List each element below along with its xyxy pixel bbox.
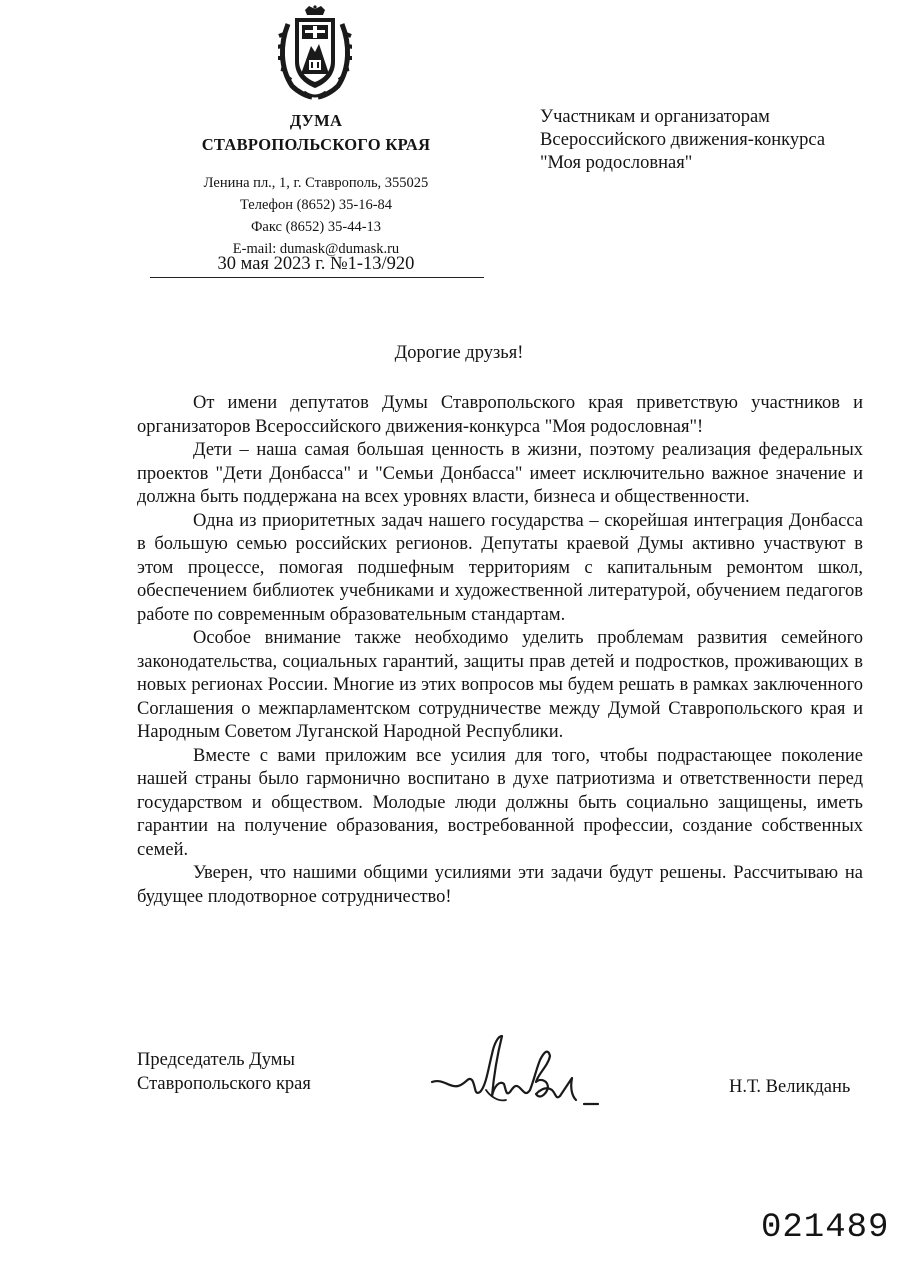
body-paragraph-5: Вместе с вами приложим все усилия для того, чтобы подрастающее поколение нашей страны было гармонично воспитано в духе патриотизма и ответственности перед государством и обществом. Молодые люди должны быть социально защищены, иметь гарантии на получение образования, востребованной профессии, создание собственных семей. — [137, 745, 863, 860]
handwritten-signature — [428, 1030, 608, 1130]
organization-name-line1: ДУМА — [289, 111, 343, 130]
body-paragraph-2: Дети – наша самая большая ценность в жизни, поэтому реализация федеральных проектов "Дети Донбасса" и "Семьи Донбасса" имеет исключительно важное значение и должна быть поддержана на всех уровнях власти, бизнеса и общественности. — [137, 440, 863, 507]
email: E-mail: dumask@dumask.ru — [232, 241, 400, 257]
addressee-line1: Участникам и организаторам — [540, 107, 770, 127]
addressee-line2: Всероссийского движения-конкурса — [540, 130, 826, 150]
organization-name-line2: СТАВРОПОЛЬСКОГО КРАЯ — [201, 135, 431, 154]
signatory-name: Н.Т. Великдань — [729, 1077, 851, 1097]
body-paragraph-3: Одна из приоритетных задач нашего государства – скорейшая интеграция Донбасса в большую семью российских регионов. Депутаты краевой Думы активно участвуют в этом процессе, помогая подшефным территориям с капитальным ремонтом школ, обеспечением библиотек учебниками и художественной литературой, обучением педагогов работе по современным образовательным стандартам. — [137, 510, 863, 625]
letterhead-divider — [150, 277, 484, 278]
greeting: Дорогие друзья! — [394, 343, 524, 363]
fax: Факс (8652) 35-44-13 — [250, 219, 382, 235]
phone: Телефон (8652) 35-16-84 — [239, 197, 393, 213]
signatory-title — [137, 1048, 311, 1096]
body-paragraph-4: Особое внимание также необходимо уделить проблемам развития семейного законодательства, социальных гарантий, защиты прав детей и подростков, проживающих в новых регионах России. Многие из этих вопросов мы будем решать в рамках заключенного Соглашения о межпарламентском сотрудничестве между Думой Ставропольского края и Народным Советом Луганской Народной Республики. — [137, 628, 863, 742]
document-serial-number: 021489 — [761, 1209, 890, 1247]
addressee-block — [540, 106, 900, 175]
addressee-line3: "Моя родословная" — [540, 153, 693, 173]
signatory-title-line1: Председатель Думы — [137, 1050, 295, 1070]
letter-body — [137, 392, 863, 909]
coat-of-arms-icon — [278, 4, 352, 100]
date-and-number: 30 мая 2023 г. №1-13/920 — [217, 254, 415, 274]
address: Ленина пл., 1, г. Ставрополь, 355025 — [203, 175, 429, 191]
signatory-title-line2: Ставропольского края — [137, 1074, 311, 1094]
body-paragraph-1: От имени депутатов Думы Ставропольского края приветствую участников и организаторов Всероссийского движения-конкурса "Моя родословная"! — [137, 393, 863, 437]
body-paragraph-6: Уверен, что нашими общими усилиями эти задачи будут решены. Рассчитываю на будущее плодотворное сотрудничество! — [137, 863, 863, 907]
contact-block — [150, 172, 482, 260]
